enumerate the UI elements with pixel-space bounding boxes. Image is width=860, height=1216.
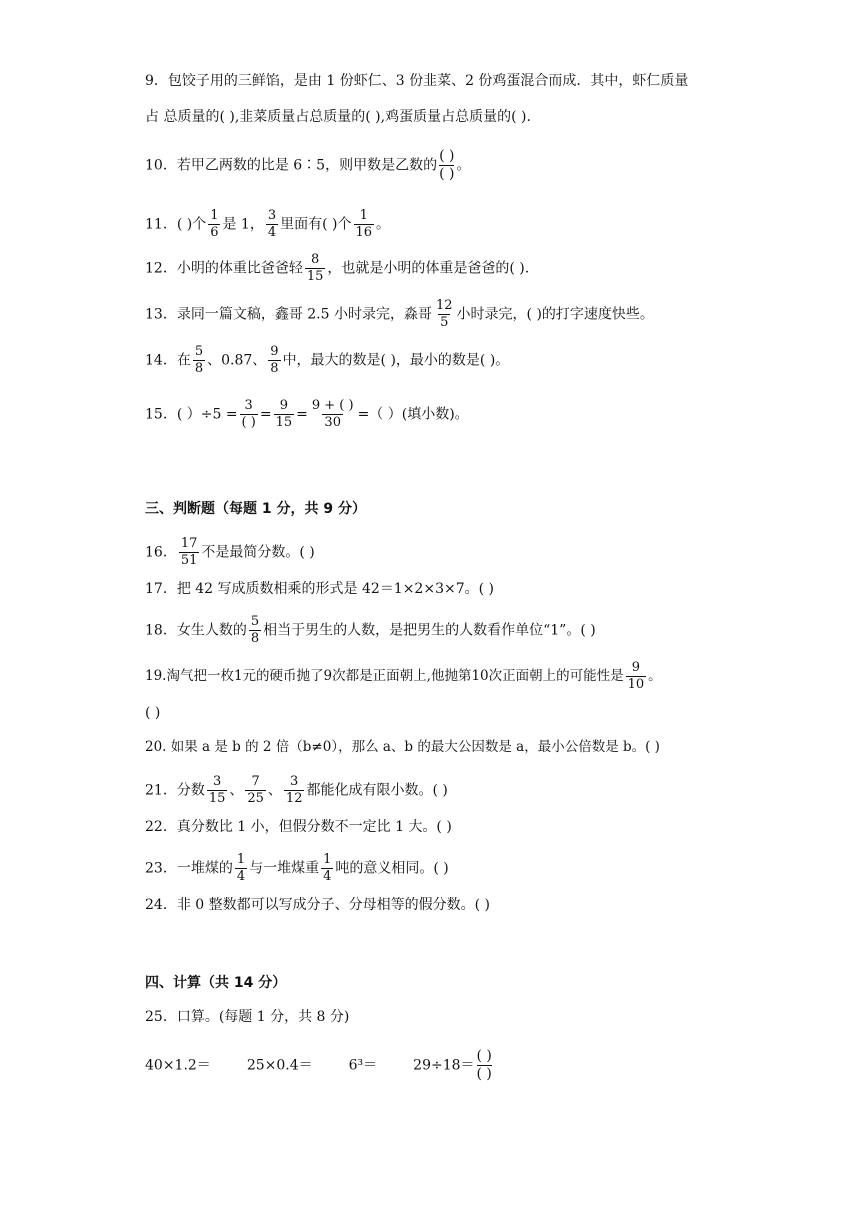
question-text: = [296, 406, 308, 423]
question-text: 21．分数 [145, 782, 205, 799]
fraction-numerator: 1 [236, 852, 246, 867]
question-text: 11．( )个 [145, 216, 207, 233]
question-text: 15．( ）÷5 = [145, 406, 238, 423]
fraction-numerator: 3 [290, 774, 299, 789]
question-13 [145, 298, 654, 331]
fraction-numerator: 9 [279, 398, 288, 413]
fraction-denominator: 8 [250, 631, 260, 646]
question-14 [145, 344, 509, 377]
fraction-numerator: 1 [323, 852, 332, 867]
calc-item: 6³＝ [348, 1057, 378, 1074]
fraction-denominator: 15 [275, 415, 293, 430]
question-text: 18．女生人数的 [145, 622, 247, 639]
fraction-numerator: 3 [267, 208, 277, 223]
question-text: 中，最大的数是( )，最小的数是( )。 [282, 352, 510, 369]
question-text: =（ ）(填小数)。 [357, 406, 469, 423]
fraction-denominator: 15 [306, 269, 324, 284]
fraction-denominator: ( ) [476, 1066, 492, 1082]
fraction-numerator: 12 [435, 298, 453, 313]
fraction [274, 398, 295, 431]
question-text: 19.淘气把一枚1元的硬币抛了9次都是正面朝上,他抛第10次正面朝上的可能性是 [145, 668, 624, 684]
fraction [249, 614, 261, 647]
question-text: 10．若甲乙两数的比是 6∶5，则甲数是乙数的 [145, 157, 438, 174]
calc-item: 25×0.4＝ [246, 1057, 313, 1074]
question-text: 14．在 [145, 352, 191, 369]
question-22: 22．真分数比 1 小，但假分数不一定比 1 大。( ) [145, 819, 452, 835]
question-15 [145, 398, 469, 431]
calc-item: 40×1.2＝ [145, 1057, 211, 1074]
section-4-heading: 四、计算（共 14 分） [145, 975, 287, 991]
question-text: 都能化成有限小数。( ) [306, 782, 448, 799]
question-19 [145, 660, 662, 693]
answer-fraction-blank[interactable] [439, 148, 454, 183]
question-23 [145, 852, 449, 885]
question-text: 与一堆煤重 [249, 860, 320, 877]
fraction-numerator: 9 [270, 344, 279, 359]
fraction-denominator: 16 [355, 225, 373, 240]
question-24: 24．非 0 整数都可以写成分子、分母相等的假分数。( ) [145, 897, 490, 913]
answer-fraction-blank[interactable] [477, 1048, 492, 1083]
question-12 [145, 252, 529, 285]
fraction-numerator: 3 [212, 774, 222, 789]
question-text: ，也就是小明的体重是爸爸的( ). [327, 260, 530, 277]
fraction [305, 252, 326, 285]
fraction-numerator: 5 [194, 344, 204, 359]
question-9-line1: 9．包饺子用的三鲜馅，是由 1 份虾仁、3 份韭菜、2 份鸡蛋混合而成．其中，虾仁质量 [145, 73, 689, 89]
question-11 [145, 208, 390, 241]
fraction-denominator: 51 [180, 553, 198, 568]
question-18 [145, 614, 596, 647]
fraction [626, 660, 647, 693]
calc-item: 29÷18＝ [413, 1057, 475, 1074]
question-19-answer: ( ) [145, 705, 161, 721]
question-text: 吨的意义相同。( ) [335, 860, 449, 877]
question-21 [145, 774, 448, 807]
question-9-line2: 占 总质量的( ),韭菜质量占总质量的( ),鸡蛋质量占总质量的( ). [145, 109, 531, 125]
question-17: 17．把 42 写成质数相乘的形式是 42＝1×2×3×7。( ) [145, 581, 494, 597]
fraction [208, 208, 220, 241]
section-3-heading: 三、判断题（每题 1 分，共 9 分） [145, 501, 366, 517]
fraction-denominator: 4 [236, 869, 246, 884]
fraction-denominator: 6 [210, 225, 219, 240]
question-text: 相当于男生的人数，是把男生的人数看作单位“1”。( ) [263, 622, 596, 639]
fraction [266, 208, 278, 241]
fraction [240, 398, 258, 431]
fraction [354, 208, 375, 241]
question-text: 里面有( )个 [280, 216, 352, 233]
fraction-numerator: 9 [631, 660, 641, 675]
question-text: = [259, 406, 272, 423]
question-10 [145, 148, 470, 183]
fraction-denominator: ( ) [241, 415, 256, 430]
question-text: 12．小明的体重比爸爸轻 [145, 260, 303, 277]
question-text: 、 [229, 782, 244, 799]
fraction [193, 344, 205, 377]
question-16 [145, 536, 315, 569]
question-text: 16． [145, 544, 177, 561]
question-text: 是 1， [222, 216, 264, 233]
fraction-denominator: 8 [194, 361, 204, 376]
fraction-denominator: 4 [267, 225, 277, 240]
fraction-denominator: 12 [285, 791, 303, 806]
fraction-numerator: 1 [210, 208, 219, 223]
question-text: 13．录同一篇文稿，鑫哥 2.5 小时录完，淼哥 [145, 306, 432, 323]
fraction-numerator: 9 + ( ) [311, 398, 354, 413]
question-text: 。 [456, 157, 471, 174]
question-text: 23．一堆煤的 [145, 860, 233, 877]
question-text: 不是最简分数。( ) [201, 544, 315, 561]
question-20: 20. 如果 a 是 b 的 2 倍（b≠0），那么 a、b 的最大公因数是 a，最小公倍数是 b。( ) [145, 739, 660, 755]
fraction [284, 774, 305, 807]
fraction [179, 536, 200, 569]
fraction-denominator: 30 [324, 415, 341, 430]
fraction-denominator: 10 [627, 677, 645, 692]
fraction-numerator: 8 [310, 252, 320, 267]
fraction-numerator: 17 [180, 536, 198, 551]
fraction [268, 344, 280, 377]
fraction-denominator: 15 [208, 791, 226, 806]
fraction-denominator: 4 [323, 869, 332, 884]
fraction [434, 298, 455, 331]
fraction-numerator: 5 [250, 614, 260, 629]
fraction [245, 774, 266, 807]
question-text: 小时录完，( )的打字速度快些。 [456, 306, 654, 323]
fraction [321, 852, 333, 885]
mental-calc-row [145, 1048, 494, 1083]
fraction-denominator: ( ) [439, 166, 455, 182]
question-text: 。 [376, 216, 391, 233]
fraction [310, 398, 356, 431]
fraction-numerator: ( ) [439, 148, 455, 164]
question-text: 、0.87、 [207, 352, 267, 369]
fraction-numerator: 7 [251, 774, 260, 789]
fraction-numerator: ( ) [476, 1048, 492, 1064]
question-25: 25．口算。(每题 1 分，共 8 分) [145, 1009, 350, 1025]
question-text: 、 [267, 782, 282, 799]
fraction-numerator: 1 [359, 208, 368, 223]
fraction [235, 852, 247, 885]
fraction-denominator: 5 [440, 315, 449, 330]
question-text: 。 [648, 668, 662, 684]
fraction-denominator: 8 [270, 361, 279, 376]
fraction [207, 774, 228, 807]
fraction-numerator: 3 [244, 398, 253, 413]
fraction-denominator: 25 [247, 791, 264, 806]
